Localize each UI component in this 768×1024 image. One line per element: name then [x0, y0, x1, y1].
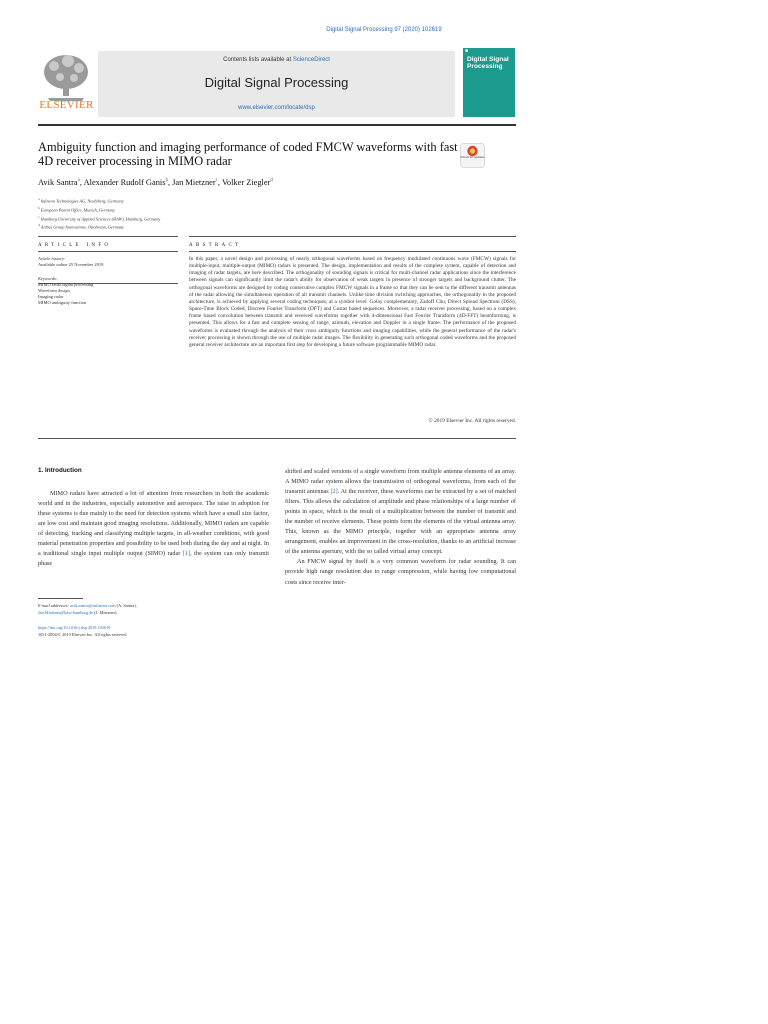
paper-title: Ambiguity function and imaging performance of coded FMCW waveforms with fast 4D receiver processing in MIMO radar [38, 140, 458, 168]
history-label: Article history: [38, 256, 66, 261]
doi-block [38, 624, 269, 638]
affiliation: $^b$ European Patent Office, Munich, Germany [38, 205, 115, 213]
introduction-heading: 1. Introduction [38, 467, 82, 474]
paragraph: An FMCW signal by itself is a very common waveform for radar sounding. It can provide high range resolution due to range compression, while having low computational costs since receive inter- [285, 558, 516, 586]
citation-ref[interactable]: [1] [182, 550, 191, 558]
journal-citation[interactable]: Digital Signal Processing 97 (2020) 102619 [326, 27, 442, 33]
keyword[interactable]: Waveform design [38, 288, 70, 293]
paragraph: shifted and scaled versions of a single waveform from multiple antenna elements of an array. A MIMO radar system allows the transmission of orthogonal waveforms, from each of the transmit antennas [2]. At the receiver, these waveforms can be extracted by a set of matched filters. This allows the calculation of amplitude and phase relationships of a large number of points in space, which is the result of a multiplication between the number of transmit and the number of receive elements. These points form the elements of the virtual antenna array. This, known as the MIMO principle, together with an appropriate antenna array arrangement, enables an improvement in the cross-resolution, thanks to an artificial increase of the antenna aperture, with the so called virtual array concept. [285, 468, 516, 556]
author[interactable]: Avik Santra$^a$ [38, 178, 80, 187]
article-info-heading-rule [38, 251, 178, 252]
footnote-emails: E-mail addresses: avik.santra@infineon.com (A. Santra), Jan.Mietzner@haw-hamburg.de (J. Mietzner). [38, 603, 137, 615]
article-info-heading: ARTICLE INFO [38, 243, 112, 248]
cover-logo-mark: ■ [465, 49, 469, 54]
affiliation: $^d$ Airbus Group Innovations, Ottobrunn, Germany [38, 223, 124, 230]
journal-homepage-link[interactable]: www.elsevier.com/locate/dsp [238, 105, 315, 111]
check-for-updates-label[interactable]: Check for updates [460, 155, 485, 159]
cover-title: Digital Signal Processing [467, 56, 509, 70]
keyword[interactable]: MIMO ambiguity function [38, 300, 87, 305]
header-divider [38, 124, 516, 126]
journal-title-box [98, 51, 455, 117]
article-info [38, 256, 178, 306]
body-column-left [38, 489, 269, 569]
paragraph: MIMO radars have attracted a lot of attention from researchers in both the academic world and in the industries, especially automotive and aerospace. The raise in adoption for these systems is due mainly to the need for detection systems which have a small size factor, are low cost and maintain good imaging resolutions. Additionally, MIMO radars are capable of detecting, tracking and classifying multiple targets, in all-weather conditions, with good material penetration properties and possibility to be used both during the day and at night. In a traditional single input multiple output (SIMO) radar [1], the system can only transmit phase [38, 490, 269, 568]
author-list: Avik Santra$^a$, Alexander Rudolf Ganis$^b$, Jan Mietzner$^c$, Volker Ziegler$^d$ [38, 178, 273, 187]
abstract-top-rule [189, 236, 516, 237]
abstract-copyright: © 2019 Elsevier Inc. All rights reserved. [428, 418, 516, 424]
email-link[interactable]: Jan.Mietzner@haw-hamburg.de [38, 610, 94, 615]
author[interactable]: Alexander Rudolf Ganis$^b$ [83, 178, 168, 187]
body-column-right [285, 467, 516, 588]
keywords-label: Keywords: [38, 276, 58, 281]
journal-cover-thumbnail[interactable] [463, 48, 515, 117]
author[interactable]: Volker Ziegler$^d$ [221, 178, 273, 187]
email-label: E-mail addresses: [38, 603, 69, 608]
email-link[interactable]: avik.santra@infineon.com [70, 603, 116, 608]
elsevier-wordmark: ELSEVIER [39, 99, 94, 111]
author[interactable]: Jan Mietzner$^c$ [172, 178, 218, 187]
keyword[interactable]: MIMO radar signal processing [38, 282, 94, 287]
affiliation: $^a$ Infineon Technologies AG, Neubiberg, Germany [38, 197, 124, 204]
journal-name: Digital Signal Processing [204, 75, 349, 90]
abstract-heading: ABSTRACT [189, 243, 242, 248]
citation-ref[interactable]: [2] [330, 488, 338, 496]
doi-link[interactable]: https://doi.org/10.1016/j.dsp.2019.102619 [38, 625, 111, 630]
sciencedirect-link[interactable]: ScienceDirect [292, 57, 330, 63]
keyword[interactable]: Imaging radar [38, 294, 64, 299]
journal-header [38, 47, 516, 120]
footnote-rule [38, 598, 83, 599]
abstract-heading-rule [189, 251, 516, 252]
issn-line: 1051-2004/© 2019 Elsevier Inc. All rights reserved. [38, 632, 128, 637]
abstract-text: In this paper, a novel design and processing of nearly orthogonal waveforms based on frequency modulated continuous wave (FMCW) signals for multiple-input, multiple-output (MIMO) radars is presented. The design, implementation and results of the complete system, capable of detection and imaging of radar targets, are here described. The orthogonality of sounding signals is critical for multi-channel radar applications since the interference between signals can significantly limit the radar's ability for observation of weak targets in presence of stronger targets and background clutter. The orthogonal waveforms are designed by coding consecutive complex FMCW signals in a frame so that they can be sent to the different transmit antennas of the radar allowing the simultaneous operation of all transmit channels. Unlike time division switching approaches, the orthogonality in the proposed architecture, is achieved by applying several coding techniques, at a symbol level: Golay complementary, Zadoff Chu, Direct Spread Spectrum (DSS), Space-Time Block Coded, Discrete Fourier Transform (DFT) and Costas based sequences. Moreover, a radar receiver processing, based on a complex frame based convolution between transmit and received waveforms together with 4-dimensional Fast Fourier Transform (4D-FFT) beamforming, is presented. This allows for a fast and complete sensing of range, azimuth, elevation and Doppler in a single frame. The performance of the proposed waveforms is evaluated through the analysis of their cross ambiguity functions and imaging capabilities, while the general performance of the radar's receiver processing is shown through the use of multiple radar images. The flexibility in generating such orthogonal coded waveforms and the proposed general receiver architecture are an important first step for developing a future software programmable MIMO radar. [189, 256, 516, 348]
affiliation: $^c$ Hamburg University of Applied Sciences (HAW), Hamburg, Germany [38, 214, 161, 222]
history-value: Available online 25 November 2019 [38, 262, 104, 267]
article-info-top-rule [38, 236, 178, 237]
abstract-bottom-rule [38, 438, 516, 439]
contents-available-line [98, 57, 455, 63]
contents-prefix: Contents lists available at [223, 57, 293, 63]
affiliations [38, 196, 338, 231]
